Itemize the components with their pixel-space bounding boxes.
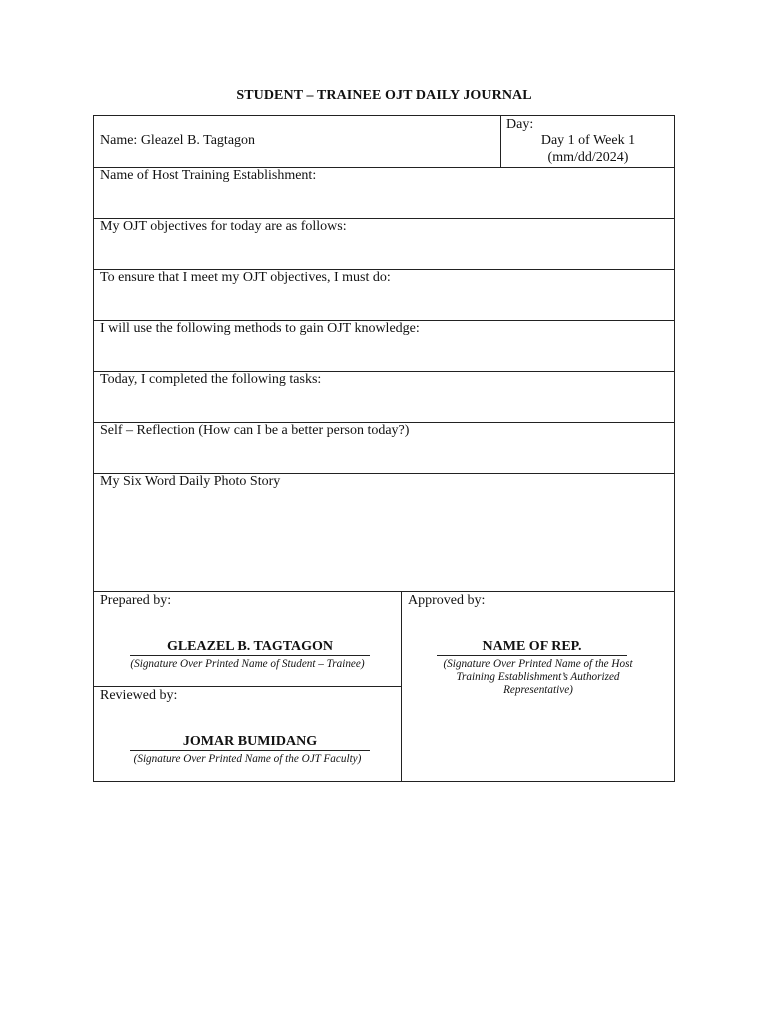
reflection-row xyxy=(94,423,674,473)
ensure-row xyxy=(94,270,674,320)
methods-label: I will use the following methods to gain OJT knowledge: xyxy=(100,321,420,336)
tasks-label: Today, I completed the following tasks: xyxy=(100,372,322,387)
reviewed-by-label: Reviewed by: xyxy=(100,688,178,703)
tasks-row xyxy=(94,372,674,422)
host-establishment-row xyxy=(94,168,674,218)
page-title: STUDENT – TRAINEE OJT DAILY JOURNAL xyxy=(236,88,532,103)
journal-form xyxy=(93,115,675,782)
date-format: (mm/dd/2024) xyxy=(547,150,629,165)
approved-caption-line: Representative) xyxy=(503,684,573,696)
ensure-label: To ensure that I meet my OJT objectives, I must do: xyxy=(100,270,391,285)
methods-row xyxy=(94,321,674,371)
approved-by-cell xyxy=(402,592,674,781)
approved-by-caption xyxy=(402,658,674,697)
name-cell xyxy=(94,116,500,167)
objectives-label: My OJT objectives for today are as follows: xyxy=(100,219,347,234)
approved-by-label: Approved by: xyxy=(408,593,486,608)
host-establishment-label: Name of Host Training Establishment: xyxy=(100,168,317,183)
photo-story-row xyxy=(94,474,674,591)
prepared-by-label: Prepared by: xyxy=(100,593,172,608)
reviewed-by-cell xyxy=(94,687,401,781)
approved-caption-line: Training Establishment’s Authorized xyxy=(456,671,620,683)
prepared-by-cell xyxy=(94,592,401,686)
reviewed-by-name: JOMAR BUMIDANG xyxy=(130,734,370,751)
approved-by-name: NAME OF REP. xyxy=(437,639,627,656)
prepared-by-caption: (Signature Over Printed Name of Student – Trainee) xyxy=(130,658,365,670)
day-cell xyxy=(501,116,675,167)
approved-caption-line: (Signature Over Printed Name of the Host xyxy=(443,658,633,670)
day-label: Day: xyxy=(506,117,534,132)
name-label: Name: Gleazel B. Tagtagon xyxy=(100,133,256,148)
reflection-label: Self – Reflection (How can I be a better person today?) xyxy=(100,423,410,438)
reviewed-by-caption: (Signature Over Printed Name of the OJT Faculty) xyxy=(133,753,362,765)
objectives-row xyxy=(94,219,674,269)
day-value: Day 1 of Week 1 xyxy=(540,133,636,148)
prepared-by-name: GLEAZEL B. TAGTAGON xyxy=(130,639,370,656)
photo-story-label: My Six Word Daily Photo Story xyxy=(100,474,281,489)
